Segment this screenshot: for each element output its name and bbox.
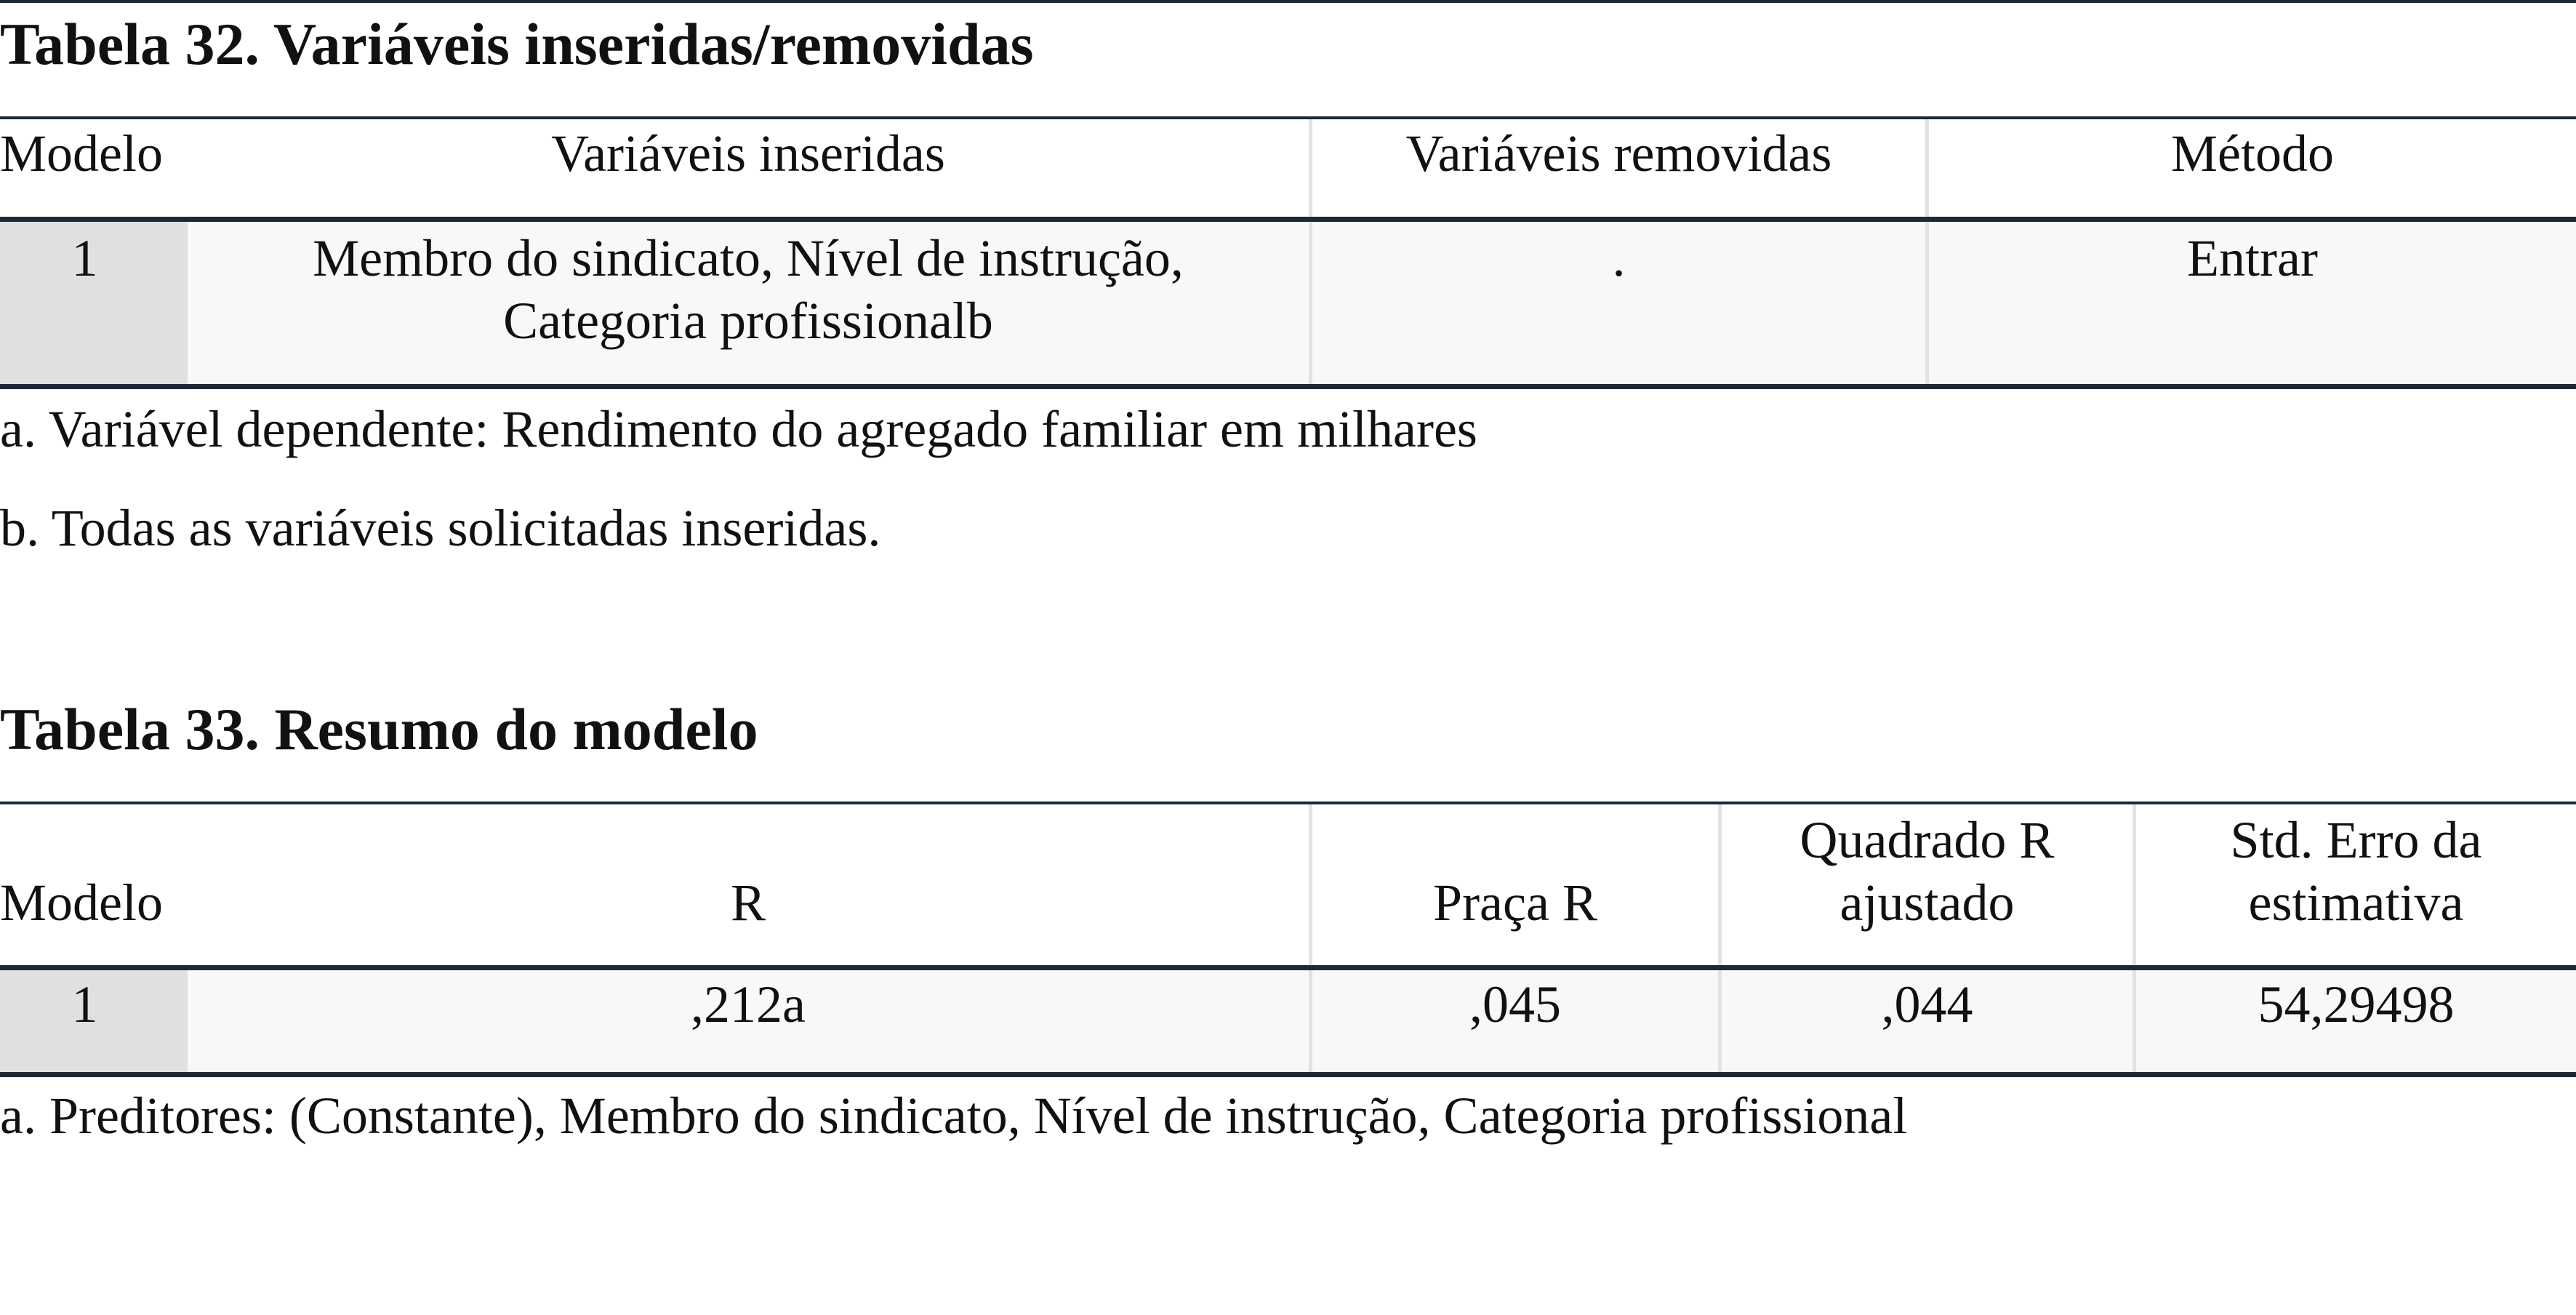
table33-header-r: R [730, 874, 766, 932]
table33-header-quadrado-line2: ajustado [1839, 874, 2015, 932]
table33-row-erro: 54,29498 [2258, 975, 2455, 1034]
table32-header-bottom-border [0, 217, 2576, 222]
table32-row-removidas: . [1612, 229, 1626, 287]
table32-note-a: a. Variável dependente: Rendimento do agregado familiar em milhares [0, 400, 1477, 458]
table32-row-modelo: 1 [71, 229, 98, 287]
table33-note-a: a. Preditores: (Constante), Membro do sindicato, Nível de instrução, Categoria profissional [0, 1087, 1908, 1145]
table32-top-border [0, 0, 2576, 3]
table32-header-modelo: Modelo [0, 124, 163, 183]
table33-row-r: ,212a [691, 975, 806, 1034]
table32-note-b: b. Todas as variáveis solicitadas inseridas. [0, 499, 881, 557]
table32-header-inseridas: Variáveis inseridas [551, 124, 945, 183]
table33-header-praca-r: Praça R [1433, 874, 1597, 932]
table33-header-quadrado-line1: Quadrado R [1799, 811, 2055, 869]
table32-header-metodo: Método [2171, 124, 2334, 183]
table33-header-top-border [0, 802, 2576, 804]
table32-row-metodo: Entrar [2187, 229, 2318, 287]
table33-bottom-border [0, 1072, 2576, 1077]
table32-row-inseridas-line1: Membro do sindicato, Nível de instrução, [313, 229, 1184, 287]
table33-header-erro-line2: estimativa [2248, 874, 2464, 932]
table33-row-quadrado: ,044 [1881, 975, 1973, 1034]
table32-row-inseridas-line2: Categoria profissionalb [503, 292, 993, 350]
table33-header-erro-line1: Std. Erro da [2230, 811, 2482, 869]
table32-bottom-border [0, 384, 2576, 389]
table32-title: Tabela 32. Variáveis inseridas/removidas [0, 11, 1034, 77]
table32-header-removidas: Variáveis removidas [1405, 124, 1832, 183]
table33-header-modelo: Modelo [0, 874, 163, 932]
table32-header-top-border [0, 116, 2576, 119]
table33-header-bottom-border [0, 965, 2576, 970]
table33-row-praca-r: ,045 [1469, 975, 1561, 1034]
table33-title: Tabela 33. Resumo do modelo [0, 696, 758, 762]
table33-row-modelo: 1 [71, 975, 98, 1034]
